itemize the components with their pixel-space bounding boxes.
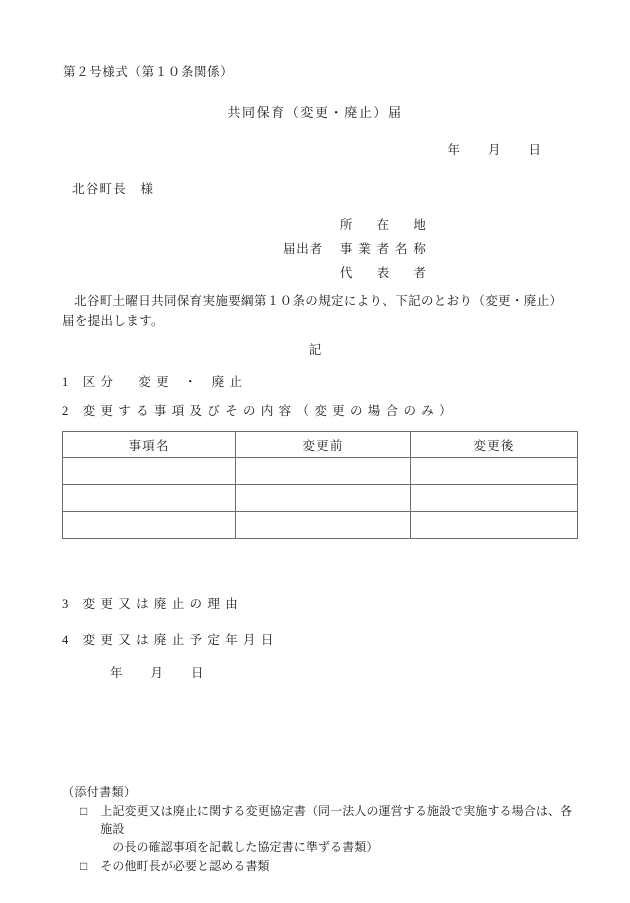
attachment-label-line1: 上記変更又は廃止に関する変更協定書（同一法人の運営する施設で実施する場合は、各施設 bbox=[100, 804, 573, 836]
item-label: 変 更 す る 事 項 及 び そ の 内 容 （ 変 更 の 場 合 の み ） bbox=[82, 404, 453, 418]
char: 所 bbox=[339, 218, 353, 232]
char: 事 bbox=[339, 242, 353, 256]
choice-separator: ・ bbox=[183, 375, 198, 389]
checkbox-icon[interactable]: □ bbox=[80, 859, 88, 873]
checkbox-icon[interactable]: □ bbox=[80, 804, 88, 818]
submitter-block bbox=[283, 215, 426, 281]
attachment-label bbox=[100, 802, 582, 856]
char: 地 bbox=[413, 218, 426, 232]
item-2-change-details bbox=[62, 401, 453, 419]
table-cell-after[interactable] bbox=[411, 458, 578, 485]
item-label: 変 更 又 は 廃 止 の 理 由 bbox=[82, 597, 239, 611]
table-row bbox=[63, 485, 578, 512]
table-cell-after[interactable] bbox=[411, 485, 578, 512]
attachments-title: （添付書類） bbox=[62, 785, 137, 799]
item-number: 3 bbox=[62, 597, 70, 611]
table-row bbox=[63, 512, 578, 539]
form-number: 第２号様式（第１０条関係） bbox=[63, 65, 234, 79]
attachment-item[interactable] bbox=[62, 802, 582, 856]
submitter-label: 届出者 bbox=[283, 242, 323, 256]
ki-mark: 記 bbox=[308, 343, 322, 357]
attachments-section bbox=[62, 783, 582, 875]
table-header-item-name: 事項名 bbox=[63, 432, 236, 458]
item-number: 1 bbox=[62, 375, 70, 389]
char: 者 bbox=[413, 266, 426, 280]
submitter-field-business-name bbox=[340, 239, 426, 257]
item-3-reason bbox=[62, 594, 239, 612]
table-header-before: 変更前 bbox=[236, 432, 411, 458]
choice-change[interactable]: 変 更 bbox=[138, 375, 170, 389]
table-cell-item-name[interactable] bbox=[63, 485, 236, 512]
attachment-label-line1: その他町長が必要と認める書類 bbox=[100, 859, 270, 873]
change-details-table bbox=[62, 431, 578, 539]
table-cell-before[interactable] bbox=[236, 485, 411, 512]
submitter-field-representative bbox=[340, 263, 426, 281]
submission-date-line: 年 月 日 bbox=[447, 143, 542, 157]
char: 表 bbox=[376, 266, 390, 280]
table-header-after: 変更後 bbox=[411, 432, 578, 458]
table-cell-before[interactable] bbox=[236, 512, 411, 539]
item-number: 4 bbox=[62, 633, 70, 647]
submitter-fields bbox=[340, 215, 426, 281]
attachment-label-line2: の長の確認事項を記載した協定書に準ずる書類） bbox=[112, 840, 379, 854]
table-cell-before[interactable] bbox=[236, 458, 411, 485]
item-label: 変 更 又 は 廃 止 予 定 年 月 日 bbox=[82, 633, 275, 647]
char: 名 bbox=[394, 242, 408, 256]
choice-abolish[interactable]: 廃 止 bbox=[211, 375, 244, 389]
table-cell-item-name[interactable] bbox=[63, 512, 236, 539]
attachment-item[interactable] bbox=[62, 857, 582, 875]
attachment-label bbox=[100, 857, 582, 875]
item-1-classification bbox=[62, 372, 243, 390]
char: 称 bbox=[413, 242, 426, 256]
table-row bbox=[63, 458, 578, 485]
char: 者 bbox=[376, 242, 390, 256]
document-title: 共同保育（変更・廃止）届 bbox=[227, 105, 403, 120]
item-4-planned-date bbox=[62, 630, 274, 648]
table-header-row bbox=[63, 432, 578, 458]
char: 業 bbox=[358, 242, 371, 256]
recipient-line: 北谷町長 様 bbox=[72, 182, 155, 196]
submitter-field-address bbox=[340, 215, 426, 233]
planned-date-line: 年 月 日 bbox=[110, 666, 205, 680]
char: 在 bbox=[376, 218, 390, 232]
item-number: 2 bbox=[62, 404, 70, 418]
table-cell-after[interactable] bbox=[411, 512, 578, 539]
item-label: 区 分 bbox=[82, 375, 115, 389]
char: 代 bbox=[339, 266, 353, 280]
statement-paragraph: 北谷町土曜日共同保育実施要綱第１０条の規定により、下記のとおり（変更・廃止）届を提出します。 bbox=[62, 294, 563, 329]
table-cell-item-name[interactable] bbox=[63, 458, 236, 485]
